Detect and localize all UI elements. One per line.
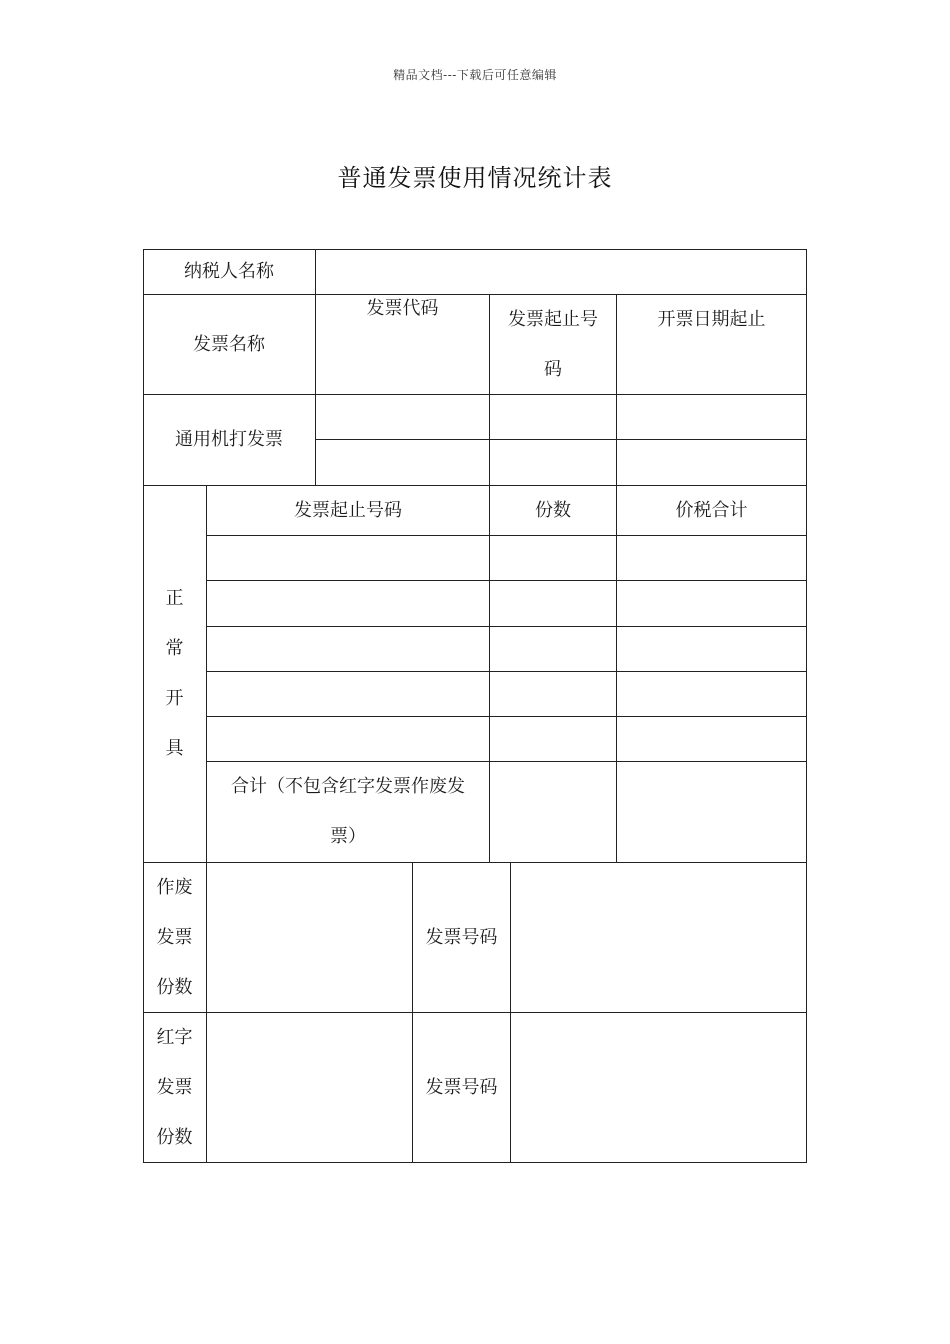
taxpayer-input[interactable]: [316, 249, 807, 295]
total-field-3[interactable]: [617, 627, 807, 672]
general-machine-invoice-label-text: 通用机打发票: [175, 429, 283, 450]
taxpayer-label-text: 纳税人名称: [184, 260, 274, 282]
issue-date-label: [617, 295, 807, 395]
void-invoice-count-label-text: 作废 发票 份数: [156, 876, 193, 998]
copies-field-3[interactable]: [490, 627, 617, 672]
range-field-1[interactable]: [207, 536, 490, 581]
invoice-name-label-text: 发票名称: [193, 333, 265, 355]
copies-field-4[interactable]: [490, 672, 617, 717]
red-invoice-number-label: [413, 1013, 511, 1163]
general-issue-date-field[interactable]: [617, 395, 807, 440]
red-invoice-count-label: [143, 1013, 207, 1163]
copies-field-5[interactable]: [490, 717, 617, 762]
invoice-range-label: [490, 295, 617, 395]
void-invoice-number-label: [413, 863, 511, 1013]
page-header: 精品文档---下载后可任意编辑: [393, 68, 557, 82]
red-invoice-count-field[interactable]: [207, 1013, 413, 1163]
normal-issue-label: [143, 486, 207, 863]
invoice-range-label-text: 发票起止号码: [508, 308, 598, 380]
issue-date-label-text: 开票日期起止: [657, 309, 766, 330]
red-invoice-number-field[interactable]: [511, 1013, 807, 1163]
range-column-header: [207, 486, 490, 536]
subtotal-copies-field[interactable]: [490, 762, 617, 863]
general-invoice-range-field-2[interactable]: [490, 440, 617, 486]
total-field-2[interactable]: [617, 581, 807, 627]
total-field-5[interactable]: [617, 717, 807, 762]
range-field-5[interactable]: [207, 717, 490, 762]
range-field-4[interactable]: [207, 672, 490, 717]
void-invoice-count-field[interactable]: [207, 863, 413, 1013]
range-field-2[interactable]: [207, 581, 490, 627]
total-field-1[interactable]: [617, 536, 807, 581]
copies-field-2[interactable]: [490, 581, 617, 627]
subtotal-total-field[interactable]: [617, 762, 807, 863]
total-price-tax-column-header: [617, 486, 807, 536]
copies-column-header-text: 份数: [535, 499, 571, 521]
general-invoice-range-field[interactable]: [490, 395, 617, 440]
range-column-header-text: 发票起止号码: [294, 499, 402, 521]
general-issue-date-field-2[interactable]: [617, 440, 807, 486]
general-machine-invoice-label: [143, 395, 316, 486]
page-title: 普通发票使用情况统计表: [337, 164, 613, 192]
invoice-code-label-text: 发票代码: [366, 298, 439, 319]
subtotal-label: [207, 762, 490, 863]
void-invoice-number-field[interactable]: [511, 863, 807, 1013]
copies-field-1[interactable]: [490, 536, 617, 581]
total-field-4[interactable]: [617, 672, 807, 717]
general-invoice-code-field-2[interactable]: [316, 440, 490, 486]
void-invoice-count-label: [143, 863, 207, 1013]
total-price-tax-column-header-text: 价税合计: [675, 499, 748, 521]
invoice-code-label: [316, 295, 490, 395]
taxpayer-label: [143, 249, 316, 295]
copies-column-header: [490, 486, 617, 536]
normal-issue-label-text: 正 常 开 具: [165, 588, 184, 759]
red-invoice-count-label-text: 红字 发票 份数: [156, 1026, 193, 1148]
subtotal-label-text: 合计（不包含红字发票作废发票）: [231, 776, 465, 847]
range-field-3[interactable]: [207, 627, 490, 672]
void-invoice-number-label-text: 发票号码: [425, 926, 498, 948]
invoice-name-label: [143, 295, 316, 395]
general-invoice-code-field[interactable]: [316, 395, 490, 440]
red-invoice-number-label-text: 发票号码: [425, 1076, 498, 1098]
